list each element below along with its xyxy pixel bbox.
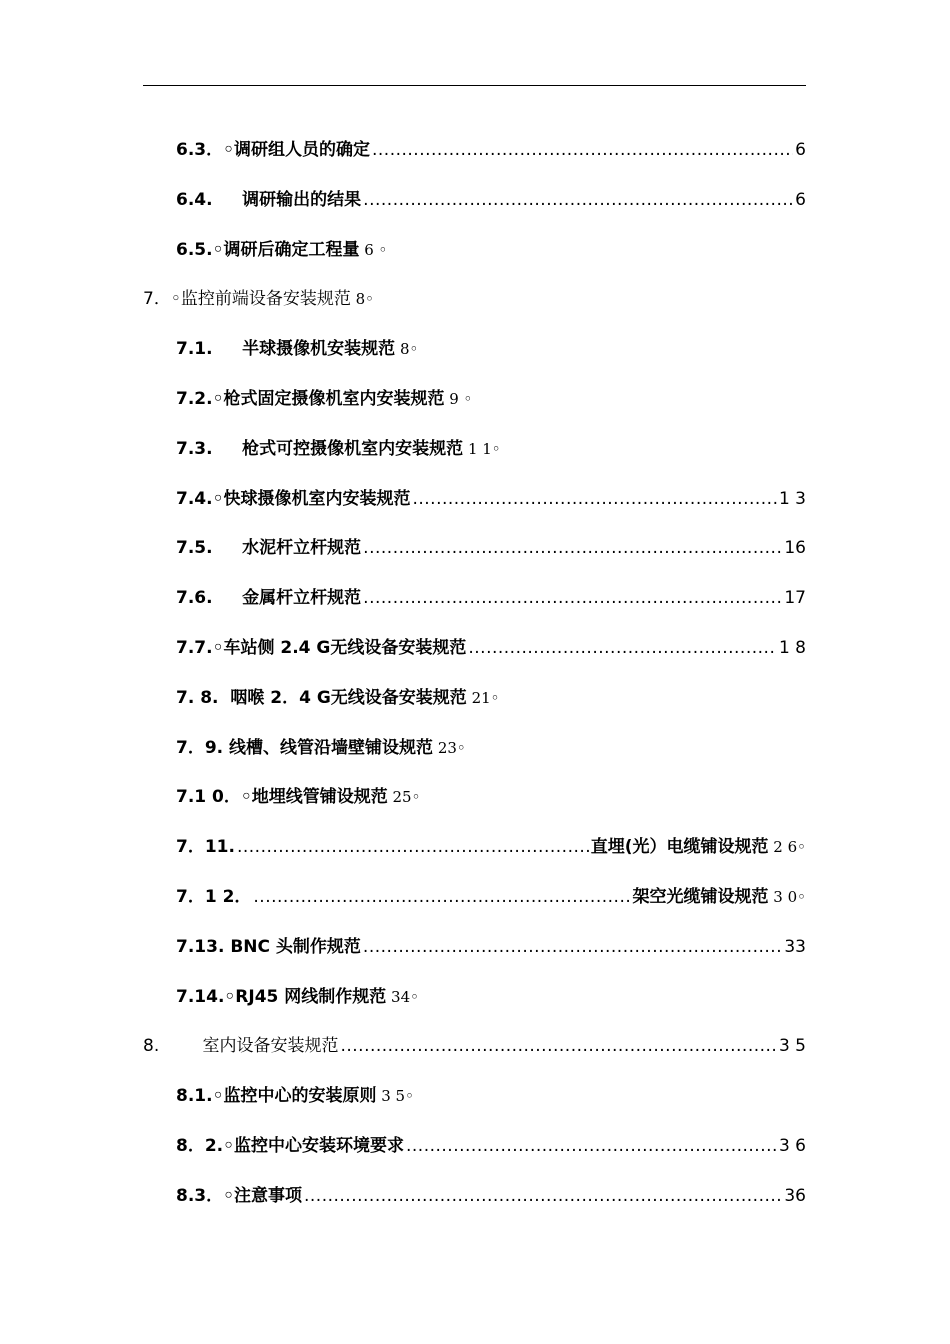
toc-page-number: 34◦ (386, 988, 419, 1006)
toc-title: 室内设备安装规范 (202, 1036, 339, 1056)
toc-page-number: 3 0◦ (768, 888, 806, 906)
toc-label (176, 635, 466, 661)
toc-page-number: 16 (784, 538, 806, 558)
toc-label (176, 187, 361, 213)
toc-number: 7.14.◦ (176, 987, 236, 1007)
toc-page-number: 8◦ (395, 340, 419, 358)
toc-entry[interactable] (176, 486, 806, 512)
toc-page-number: 36 (784, 1186, 806, 1206)
toc-title: 监控前端设备安装规范 (180, 289, 351, 309)
toc-label (176, 585, 361, 611)
toc-title: 直埋(光）电缆铺设规范 (590, 837, 769, 857)
toc-entry[interactable] (176, 237, 387, 263)
toc-entry[interactable] (176, 834, 806, 860)
toc-page-number: 6 (795, 140, 806, 160)
toc-title: 水泥杆立杆规范 (242, 538, 362, 558)
dot-leader (237, 834, 589, 860)
toc-title: BNC 头制作规范 (230, 937, 361, 957)
toc-title: 金属杆立杆规范 (242, 588, 362, 608)
toc-title: 枪式固定摄像机室内安装规范 (223, 389, 445, 409)
toc-entry[interactable] (176, 635, 806, 661)
toc-number: 7.13. (176, 937, 231, 957)
toc-title: 调研组人员的确定 (233, 140, 370, 160)
dot-leader (363, 934, 782, 960)
toc-page-number: 25◦ (387, 788, 421, 806)
toc-entry[interactable] (176, 535, 806, 561)
toc-entry[interactable] (176, 585, 806, 611)
toc-page-number: 3 5 (778, 1036, 806, 1056)
toc-title: 车站侧 2.4 G无线设备安装规范 (223, 638, 467, 658)
toc-entry[interactable] (176, 137, 806, 163)
dot-leader (468, 635, 777, 661)
toc-number: 7.1. (176, 339, 243, 359)
toc-page-number: 1 1◦ (463, 440, 501, 458)
toc-number: 7．1 2． (176, 887, 252, 907)
dot-leader (406, 1133, 777, 1159)
toc-entry[interactable] (176, 386, 472, 412)
toc-page-number: 21◦ (466, 689, 500, 707)
toc-entry[interactable] (176, 735, 466, 761)
dot-leader (363, 535, 782, 561)
toc-page-number: 2 6◦ (768, 838, 806, 856)
toc-title: 调研后确定工程量 (223, 240, 360, 260)
toc-title: 调研输出的结果 (242, 190, 362, 210)
toc-label (143, 1033, 338, 1059)
dot-leader (363, 187, 793, 213)
dot-leader (372, 137, 793, 163)
header-rule (143, 85, 806, 86)
toc-title: 快球摄像机室内安装规范 (223, 489, 411, 509)
toc-entry[interactable] (143, 1033, 806, 1059)
toc-title: 监控中心安装环境要求 (233, 1136, 404, 1156)
toc-page-number: 6 ◦ (359, 241, 388, 259)
dot-leader (412, 486, 777, 512)
toc-number: 7．9. (176, 738, 230, 758)
toc-label (176, 486, 410, 512)
toc-label (176, 137, 370, 163)
toc-title: 地埋线管铺设规范 (251, 787, 388, 807)
toc-number: 8.3．◦ (176, 1186, 234, 1206)
toc-title: 线槽、线管沿墙壁铺设规范 (229, 738, 434, 758)
toc-number: 7.5. (176, 538, 243, 558)
dot-leader (304, 1183, 782, 1209)
toc-entry[interactable] (176, 336, 418, 362)
toc-number: 7.6. (176, 588, 243, 608)
toc-number: 6.5.◦ (176, 240, 224, 260)
toc-number: 7.4.◦ (176, 489, 224, 509)
toc-label (176, 934, 361, 960)
toc-number: 7.7.◦ (176, 638, 224, 658)
toc-number: 8.1.◦ (176, 1086, 224, 1106)
toc-number: 6.4. (176, 190, 243, 210)
toc-page-number: 3 5◦ (376, 1087, 414, 1105)
toc-page-number: 1 8 (778, 638, 806, 658)
toc-entry[interactable] (143, 286, 374, 312)
toc-page-number: 9 ◦ (444, 390, 473, 408)
toc-number: 8. (143, 1036, 203, 1056)
toc-number: 7. 8. (176, 688, 231, 708)
toc-title: 咽喉 2．4 G无线设备安装规范 (230, 688, 467, 708)
toc-number: 8．2.◦ (176, 1136, 234, 1156)
toc-page-number: 6 (795, 190, 806, 210)
toc-page-number: 8◦ (350, 290, 375, 308)
toc-title: 注意事项 (233, 1186, 302, 1206)
toc-entry[interactable] (176, 884, 806, 910)
toc-number: 7．11. (176, 837, 235, 857)
toc-label (176, 535, 361, 561)
dot-leader (340, 1033, 777, 1059)
dot-leader (253, 884, 630, 910)
toc-entry[interactable] (176, 934, 806, 960)
toc-entry[interactable] (176, 436, 501, 462)
toc-label (176, 1183, 302, 1209)
toc-label (176, 1133, 404, 1159)
toc-number: 7.3. (176, 439, 243, 459)
toc-title: RJ45 网线制作规范 (235, 987, 387, 1007)
toc-entry[interactable] (176, 1083, 414, 1109)
toc-title: 枪式可控摄像机室内安装规范 (242, 439, 464, 459)
toc-page-number: 33 (784, 937, 806, 957)
toc-page-number: 17 (784, 588, 806, 608)
toc-entry[interactable] (176, 1183, 806, 1209)
toc-number: 7.2.◦ (176, 389, 224, 409)
toc-page-number: 1 3 (778, 489, 806, 509)
toc-title: 半球摄像机安装规范 (242, 339, 396, 359)
toc-entry[interactable] (176, 187, 806, 213)
toc-page-number: 3 6 (778, 1136, 806, 1156)
toc-number: 7．◦ (143, 289, 181, 309)
toc-number: 7.1 0．◦ (176, 787, 252, 807)
dot-leader (363, 585, 782, 611)
toc-entry[interactable] (176, 784, 420, 810)
toc-number: 6.3．◦ (176, 140, 234, 160)
toc-entry[interactable] (176, 1133, 806, 1159)
toc-page-number: 23◦ (433, 739, 466, 757)
toc-title: 架空光缆铺设规范 (632, 887, 769, 907)
toc-entry[interactable] (176, 984, 419, 1010)
toc-title: 监控中心的安装原则 (223, 1086, 377, 1106)
toc-entry[interactable] (176, 685, 500, 711)
